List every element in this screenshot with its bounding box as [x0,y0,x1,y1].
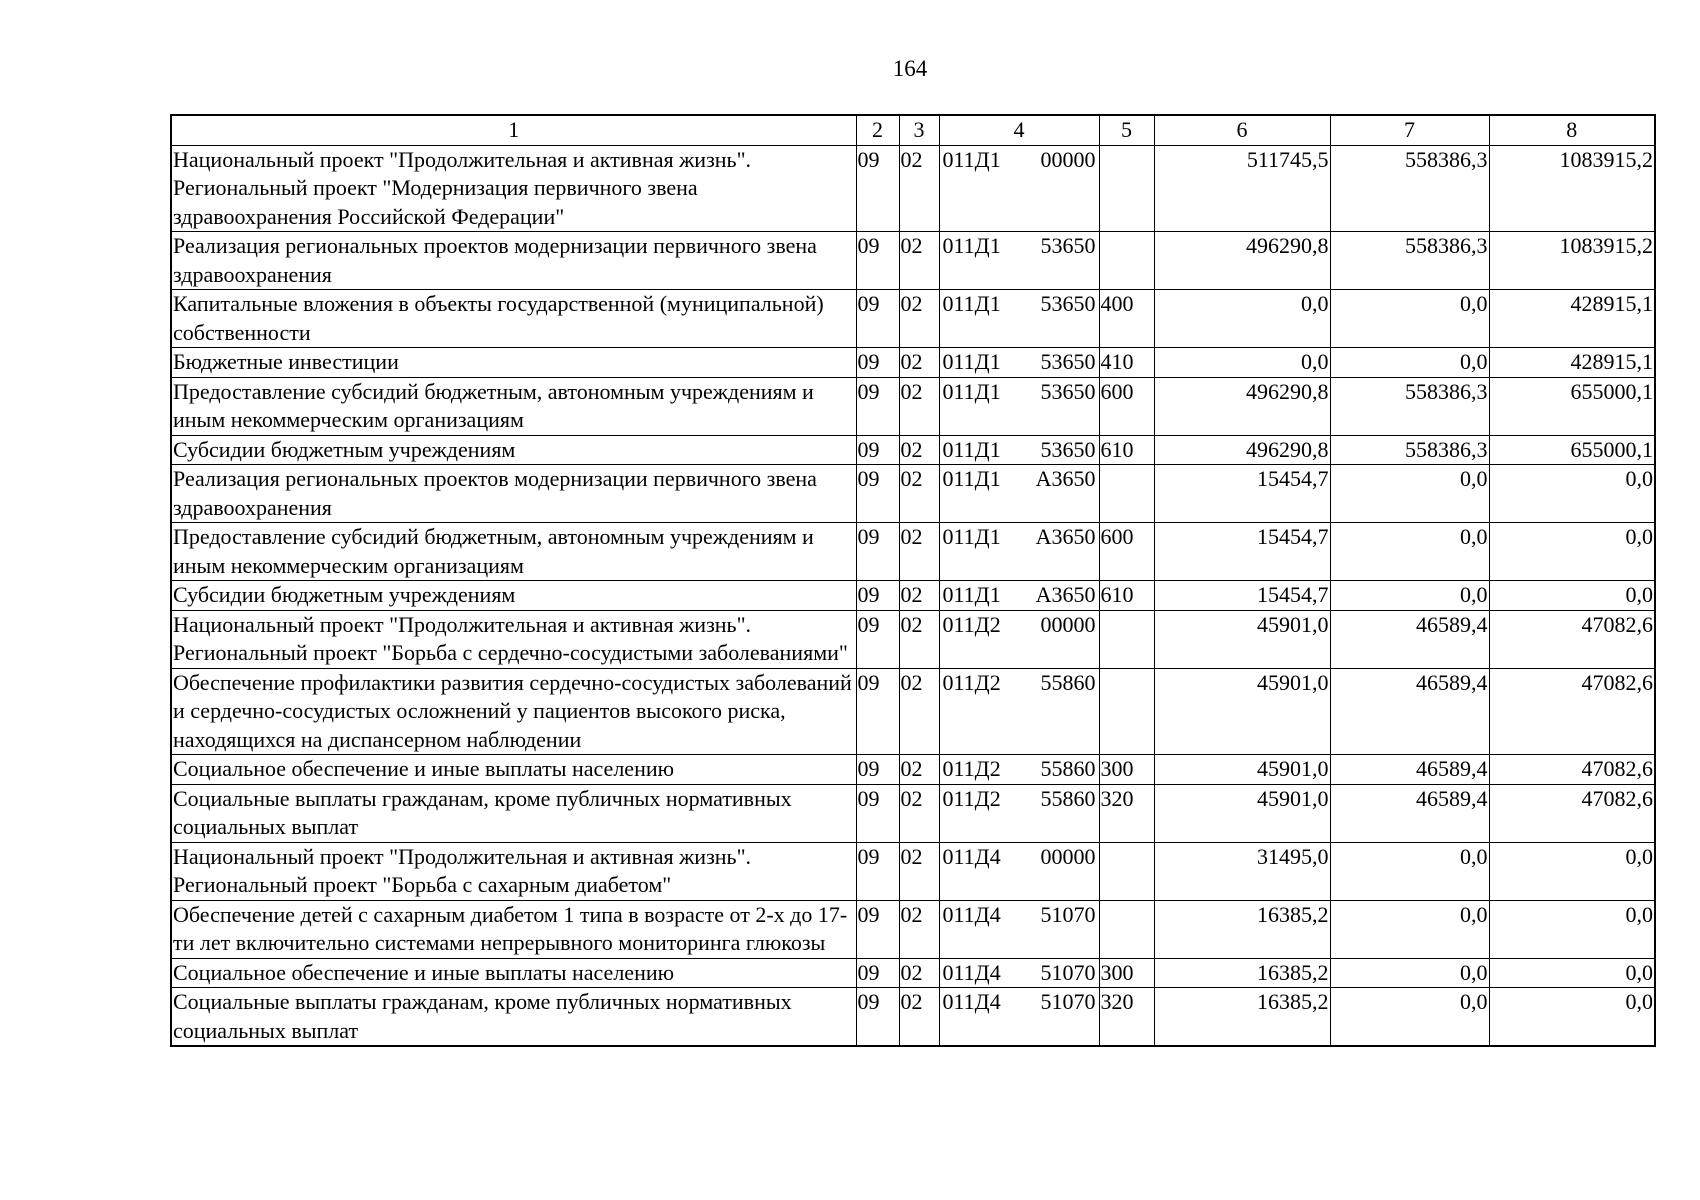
expense-type-code: 410 [1099,348,1154,378]
program-code-cell [939,290,1099,348]
amount-col6: 15454,7 [1154,581,1330,611]
direction-code: А3650 [1035,524,1096,549]
header-row [171,115,1655,145]
expense-type-code: 300 [1099,958,1154,988]
amount-col8: 1083915,2 [1489,232,1655,290]
table-row [171,958,1655,988]
table-row [171,145,1655,232]
table-row [171,232,1655,290]
expense-type-code [1099,842,1154,900]
expense-type-code [1099,232,1154,290]
section-code: 09 [856,435,899,465]
subsection-code: 02 [899,784,939,842]
program-code-cell [939,465,1099,523]
program-code-cell [939,610,1099,668]
program-code: 011Д1 [942,291,1001,316]
row-name: Субсидии бюджетным учреждениям [171,581,856,611]
amount-col7: 0,0 [1330,581,1489,611]
row-name: Предоставление субсидий бюджетным, автономным учреждениям и иным некоммерческим организациям [171,523,856,581]
direction-code: 55860 [1040,669,1096,695]
section-code: 09 [856,377,899,435]
direction-code: 55860 [1040,785,1096,811]
expense-type-code: 300 [1099,755,1154,785]
section-code: 09 [856,842,899,900]
program-code-cell [939,377,1099,435]
table-row [171,668,1655,755]
program-code: 011Д1 [942,466,1001,491]
program-code: 011Д4 [942,989,1001,1014]
direction-code: 53650 [1040,378,1096,404]
section-code: 09 [856,755,899,785]
program-code-cell [939,958,1099,988]
section-code: 09 [856,581,899,611]
amount-col7: 46589,4 [1330,668,1489,755]
program-code: 011Д1 [942,524,1001,549]
direction-code: 00000 [1040,146,1096,172]
amount-col8: 0,0 [1489,523,1655,581]
subsection-code: 02 [899,842,939,900]
amount-col8: 0,0 [1489,581,1655,611]
amount-col6: 16385,2 [1154,958,1330,988]
subsection-code: 02 [899,435,939,465]
subsection-code: 02 [899,145,939,232]
amount-col6: 0,0 [1154,290,1330,348]
program-code: 011Д2 [942,611,1001,637]
direction-code: 55860 [1040,756,1096,781]
direction-code: А3650 [1035,582,1096,607]
row-name: Реализация региональных проектов модернизации первичного звена здравоохранения [171,465,856,523]
table-row [171,465,1655,523]
row-name: Социальное обеспечение и иные выплаты населению [171,958,856,988]
amount-col8: 47082,6 [1489,784,1655,842]
amount-col7: 0,0 [1330,290,1489,348]
amount-col7: 46589,4 [1330,784,1489,842]
table-row [171,988,1655,1047]
subsection-code: 02 [899,610,939,668]
expense-type-code [1099,465,1154,523]
section-code: 09 [856,668,899,755]
program-code: 011Д4 [942,843,1001,869]
amount-col7: 0,0 [1330,842,1489,900]
amount-col7: 0,0 [1330,523,1489,581]
amount-col8: 428915,1 [1489,348,1655,378]
table-row [171,610,1655,668]
column-header: 8 [1489,115,1655,145]
subsection-code: 02 [899,232,939,290]
section-code: 09 [856,988,899,1047]
table-row [171,348,1655,378]
row-name: Социальные выплаты гражданам, кроме публичных нормативных социальных выплат [171,988,856,1047]
section-code: 09 [856,290,899,348]
column-header: 6 [1154,115,1330,145]
program-code: 011Д1 [942,146,1001,172]
section-code: 09 [856,145,899,232]
expense-type-code [1099,610,1154,668]
program-code-cell [939,581,1099,611]
amount-col6: 45901,0 [1154,784,1330,842]
amount-col6: 15454,7 [1154,465,1330,523]
direction-code: 53650 [1040,233,1096,258]
amount-col7: 46589,4 [1330,755,1489,785]
amount-col8: 428915,1 [1489,290,1655,348]
table-row [171,900,1655,958]
program-code: 011Д2 [942,669,1001,695]
amount-col7: 558386,3 [1330,377,1489,435]
program-code-cell [939,842,1099,900]
subsection-code: 02 [899,958,939,988]
section-code: 09 [856,900,899,958]
section-code: 09 [856,784,899,842]
direction-code: 53650 [1040,349,1096,374]
row-name: Социальное обеспечение и иные выплаты населению [171,755,856,785]
amount-col6: 45901,0 [1154,755,1330,785]
page-number: 164 [892,56,928,81]
row-name: Обеспечение профилактики развития сердечно-сосудистых заболеваний и сердечно-сосудистых осложнений у пациентов высокого риска, находящихся на диспансерном наблюдении [171,668,856,755]
column-header: 7 [1330,115,1489,145]
amount-col7: 0,0 [1330,988,1489,1047]
section-code: 09 [856,523,899,581]
program-code: 011Д4 [942,959,1001,985]
program-code-cell [939,435,1099,465]
program-code-cell [939,523,1099,581]
row-name: Капитальные вложения в объекты государственной (муниципальной) собственности [171,290,856,348]
subsection-code: 02 [899,581,939,611]
column-header: 1 [171,115,856,145]
direction-code: 00000 [1040,843,1096,869]
amount-col8: 47082,6 [1489,755,1655,785]
section-code: 09 [856,610,899,668]
program-code-cell [939,755,1099,785]
direction-code: 51070 [1040,989,1096,1014]
section-code: 09 [856,465,899,523]
amount-col8: 0,0 [1489,465,1655,523]
table-row [171,581,1655,611]
program-code: 011Д4 [942,901,1001,927]
program-code: 011Д1 [942,582,1001,607]
expense-type-code: 320 [1099,988,1154,1047]
row-name: Национальный проект "Продолжительная и активная жизнь". Региональный проект "Модернизация первичного звена здравоохранения Российской Федерации" [171,145,856,232]
program-code: 011Д1 [942,378,1001,404]
program-code: 011Д2 [942,756,1001,781]
amount-col8: 47082,6 [1489,668,1655,755]
expense-type-code: 320 [1099,784,1154,842]
amount-col8: 0,0 [1489,842,1655,900]
row-name: Реализация региональных проектов модернизации первичного звена здравоохранения [171,232,856,290]
row-name: Предоставление субсидий бюджетным, автономным учреждениям и иным некоммерческим организациям [171,377,856,435]
row-name: Социальные выплаты гражданам, кроме публичных нормативных социальных выплат [171,784,856,842]
section-code: 09 [856,232,899,290]
row-name: Обеспечение детей с сахарным диабетом 1 типа в возрасте от 2-х до 17-ти лет включительно системами непрерывного мониторинга глюкозы [171,900,856,958]
column-header: 5 [1099,115,1154,145]
amount-col6: 496290,8 [1154,232,1330,290]
row-name: Национальный проект "Продолжительная и активная жизнь". Региональный проект "Борьба с сахарным диабетом" [171,842,856,900]
amount-col7: 0,0 [1330,465,1489,523]
expense-type-code [1099,900,1154,958]
program-code: 011Д1 [942,436,1001,462]
expense-type-code: 600 [1099,523,1154,581]
amount-col7: 558386,3 [1330,435,1489,465]
column-header: 4 [939,115,1099,145]
table-row [171,755,1655,785]
subsection-code: 02 [899,668,939,755]
program-code-cell [939,348,1099,378]
direction-code: А3650 [1035,466,1096,491]
row-name: Бюджетные инвестиции [171,348,856,378]
amount-col8: 47082,6 [1489,610,1655,668]
subsection-code: 02 [899,523,939,581]
subsection-code: 02 [899,900,939,958]
amount-col7: 558386,3 [1330,145,1489,232]
amount-col6: 31495,0 [1154,842,1330,900]
program-code: 011Д2 [942,785,1001,811]
table-row [171,842,1655,900]
amount-col7: 0,0 [1330,958,1489,988]
amount-col8: 1083915,2 [1489,145,1655,232]
amount-col6: 45901,0 [1154,668,1330,755]
amount-col7: 46589,4 [1330,610,1489,668]
amount-col6: 496290,8 [1154,435,1330,465]
amount-col8: 655000,1 [1489,435,1655,465]
amount-col7: 0,0 [1330,900,1489,958]
table-row [171,523,1655,581]
amount-col8: 655000,1 [1489,377,1655,435]
amount-col6: 16385,2 [1154,900,1330,958]
amount-col6: 0,0 [1154,348,1330,378]
program-code: 011Д1 [942,233,1001,258]
amount-col6: 511745,5 [1154,145,1330,232]
program-code-cell [939,784,1099,842]
expense-type-code [1099,145,1154,232]
expense-type-code: 610 [1099,581,1154,611]
expense-type-code: 600 [1099,377,1154,435]
expense-type-code [1099,668,1154,755]
direction-code: 53650 [1040,436,1096,462]
table-row [171,377,1655,435]
amount-col6: 15454,7 [1154,523,1330,581]
table-row [171,435,1655,465]
table-row [171,784,1655,842]
subsection-code: 02 [899,988,939,1047]
amount-col6: 16385,2 [1154,988,1330,1047]
section-code: 09 [856,348,899,378]
table-row [171,290,1655,348]
program-code-cell [939,668,1099,755]
direction-code: 00000 [1040,611,1096,637]
column-header: 3 [899,115,939,145]
program-code: 011Д1 [942,349,1001,374]
subsection-code: 02 [899,465,939,523]
amount-col8: 0,0 [1489,958,1655,988]
row-name: Национальный проект "Продолжительная и активная жизнь". Региональный проект "Борьба с сердечно-сосудистыми заболеваниями" [171,610,856,668]
program-code-cell [939,900,1099,958]
program-code-cell [939,988,1099,1047]
direction-code: 51070 [1040,959,1096,985]
amount-col6: 45901,0 [1154,610,1330,668]
subsection-code: 02 [899,348,939,378]
expense-type-code: 610 [1099,435,1154,465]
section-code: 09 [856,958,899,988]
expense-type-code: 400 [1099,290,1154,348]
direction-code: 53650 [1040,291,1096,316]
program-code-cell [939,145,1099,232]
subsection-code: 02 [899,377,939,435]
amount-col6: 496290,8 [1154,377,1330,435]
budget-table [170,114,1656,1047]
subsection-code: 02 [899,290,939,348]
amount-col7: 558386,3 [1330,232,1489,290]
direction-code: 51070 [1040,901,1096,927]
row-name: Субсидии бюджетным учреждениям [171,435,856,465]
program-code-cell [939,232,1099,290]
subsection-code: 02 [899,755,939,785]
column-header: 2 [856,115,899,145]
amount-col7: 0,0 [1330,348,1489,378]
amount-col8: 0,0 [1489,900,1655,958]
amount-col8: 0,0 [1489,988,1655,1047]
